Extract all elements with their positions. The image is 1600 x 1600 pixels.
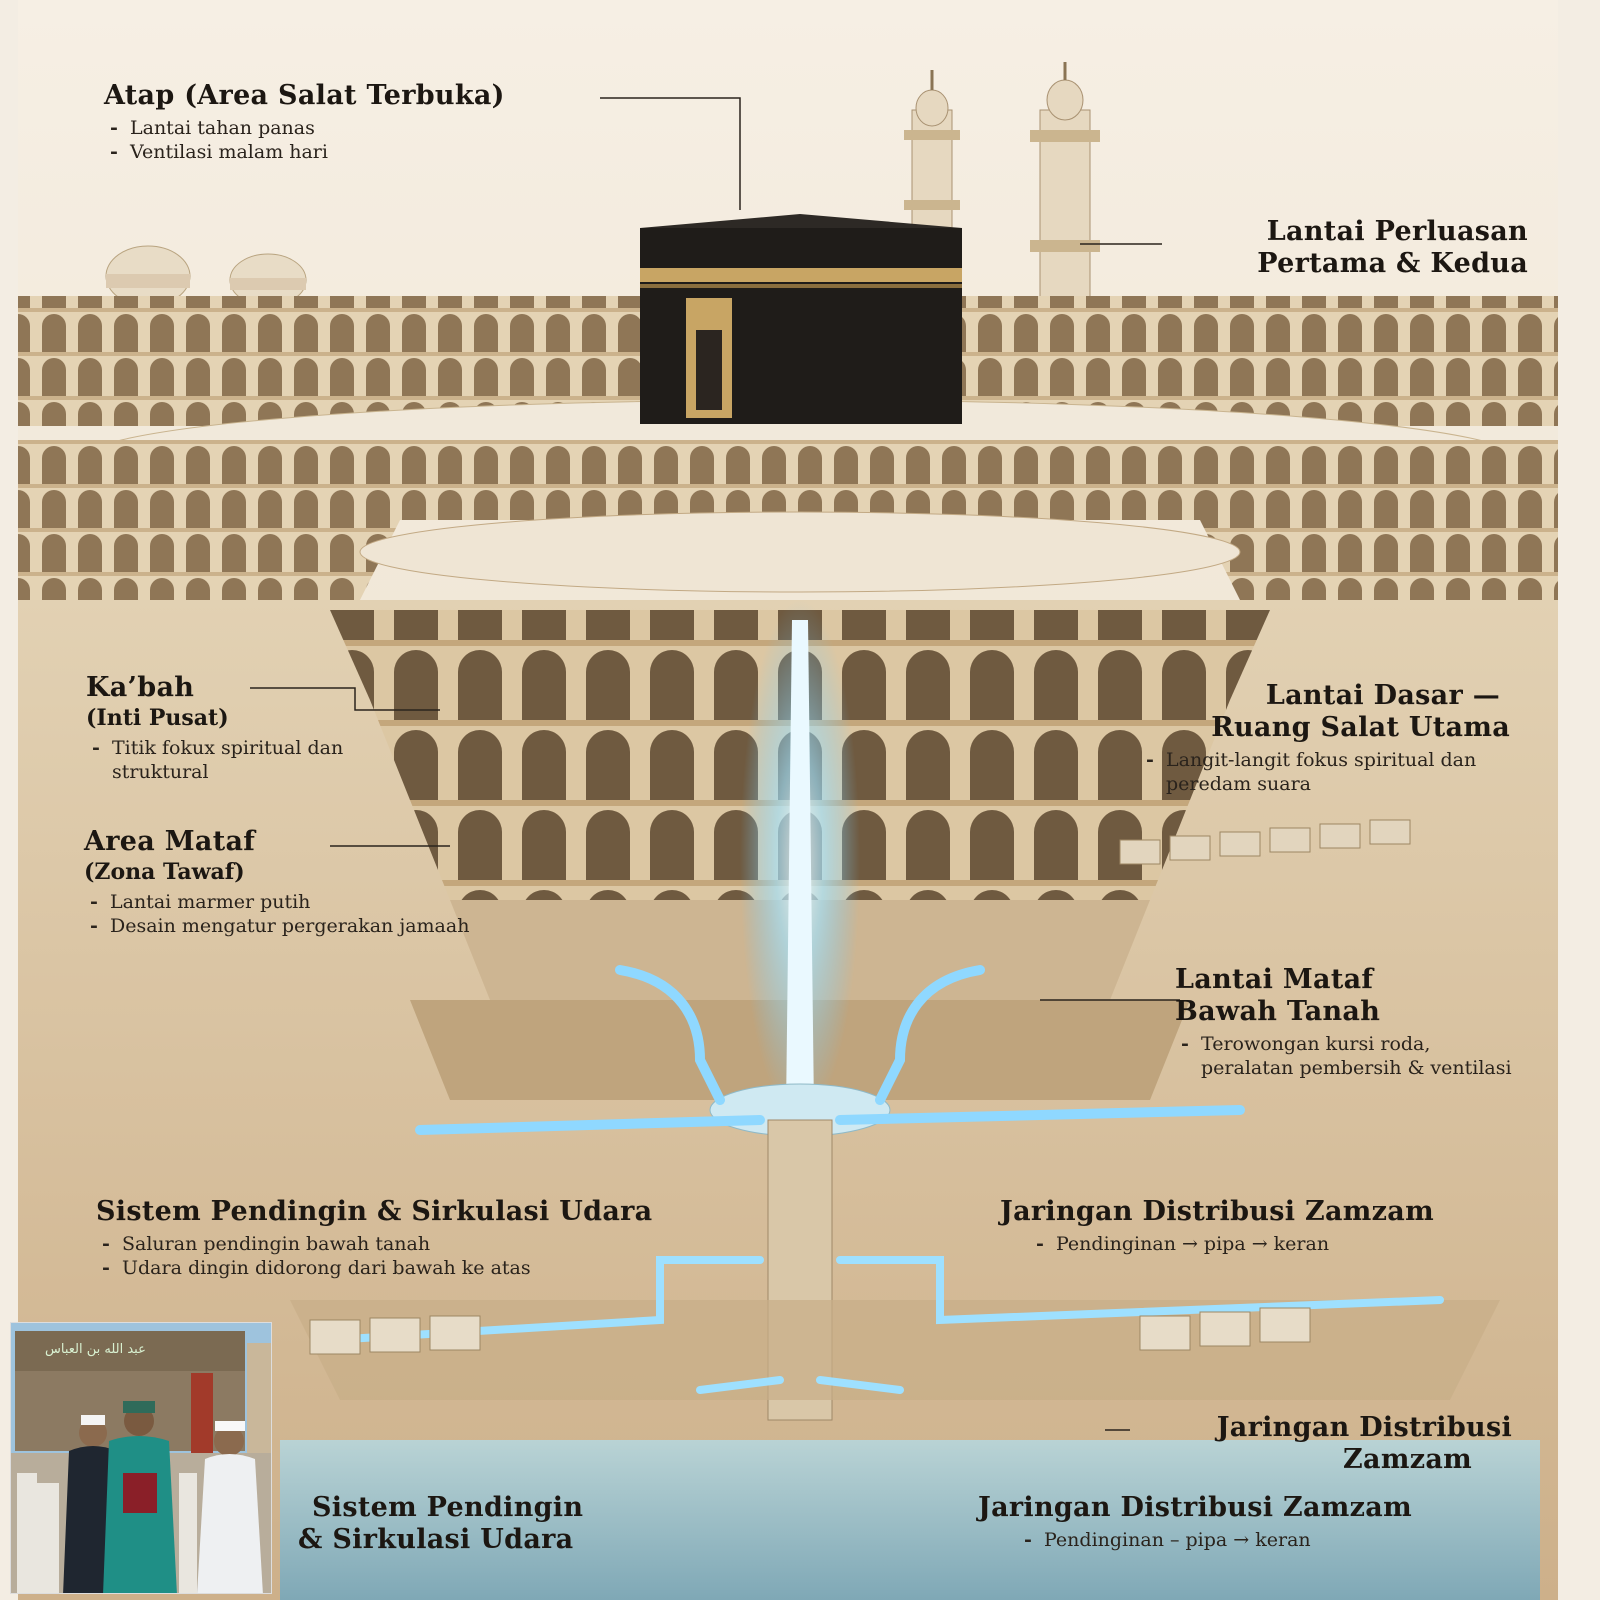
label-atap-title: Atap (Area Salat Terbuka)	[104, 80, 505, 111]
label-lantai-dasar-bullets	[1140, 748, 1540, 796]
label-lantai-mataf-bawah	[1175, 964, 1535, 1080]
label-sistem-pendingin-2	[298, 1492, 678, 1556]
label-jaringan-zamzam-3	[978, 1492, 1558, 1552]
label-kabah-title: Ka’bah	[86, 672, 195, 703]
label-lantai-perluasan	[1120, 216, 1528, 280]
label-sistem-pendingin-1-title: Sistem Pendingin & Sirkulasi Udara	[96, 1196, 653, 1227]
mataf-lower-floor	[360, 512, 1240, 592]
label-sistem-pendingin-1	[96, 1196, 776, 1280]
label-jaringan-zamzam-1	[1000, 1196, 1560, 1256]
label-lantai-mataf-bawah-line2: Bawah Tanah	[1175, 996, 1381, 1027]
label-lantai-mataf-bawah-line1: Lantai Mataf	[1175, 964, 1374, 995]
label-sistem-pendingin-2-line2: & Sirkulasi Udara	[298, 1524, 574, 1555]
label-jaringan-zamzam-3-bullets	[1018, 1528, 1558, 1552]
label-jaringan-zamzam-1-bullets	[1030, 1232, 1560, 1256]
label-kabah-bullets	[86, 736, 386, 784]
photo-scene	[11, 1323, 272, 1594]
photo-inset	[10, 1322, 272, 1594]
label-area-mataf-bullets	[84, 890, 484, 938]
label-lantai-mataf-bawah-bullets	[1175, 1032, 1525, 1080]
bullet: - Saluran pendingin bawah tanah	[96, 1232, 776, 1256]
label-area-mataf	[84, 826, 504, 938]
label-area-mataf-subtitle: (Zona Tawaf)	[84, 859, 245, 885]
bullet: - Pendinginan – pipa → keran	[1018, 1528, 1558, 1552]
label-jaringan-zamzam-2	[1100, 1412, 1512, 1476]
label-lantai-dasar-line1: Lantai Dasar —	[1265, 680, 1500, 711]
label-lantai-dasar-line2: Ruang Salat Utama	[1211, 712, 1510, 743]
label-lantai-perluasan-line1: Lantai Perluasan	[1266, 216, 1528, 247]
label-lantai-perluasan-line2: Pertama & Kedua	[1257, 248, 1528, 279]
bullet: - Pendinginan → pipa → keran	[1030, 1232, 1560, 1256]
label-lantai-dasar	[1140, 680, 1560, 796]
label-jaringan-zamzam-2-line1: Jaringan Distribusi	[1216, 1412, 1512, 1443]
bullet: - Titik fokux spiritual dan struktural	[86, 736, 386, 784]
bullet: - Udara dingin didorong dari bawah ke atas	[96, 1256, 776, 1280]
label-area-mataf-title: Area Mataf	[84, 826, 256, 857]
bullet: - Terowongan kursi roda, peralatan pembersih & ventilasi	[1175, 1032, 1525, 1080]
label-sistem-pendingin-2-line1: Sistem Pendingin	[312, 1492, 584, 1523]
bullet: - Lantai marmer putih	[84, 890, 484, 914]
label-atap	[104, 80, 604, 164]
bullet: - Desain mengatur pergerakan jamaah	[84, 914, 484, 938]
kaaba	[640, 214, 962, 424]
bullet: - Lantai tahan panas	[104, 116, 604, 140]
label-jaringan-zamzam-3-title: Jaringan Distribusi Zamzam	[978, 1492, 1412, 1523]
label-atap-bullets	[104, 116, 604, 164]
bullet: - Ventilasi malam hari	[104, 140, 604, 164]
label-kabah-subtitle: (Inti Pusat)	[86, 705, 229, 731]
label-sistem-pendingin-1-bullets	[96, 1232, 776, 1280]
label-kabah	[86, 672, 406, 784]
label-jaringan-zamzam-1-title: Jaringan Distribusi Zamzam	[1000, 1196, 1434, 1227]
sign-text: عبد الله بن العباس	[45, 1342, 146, 1357]
bullet: - Langit-langit fokus spiritual dan peredam suara	[1140, 748, 1540, 796]
label-jaringan-zamzam-2-line2: Zamzam	[1343, 1444, 1472, 1475]
